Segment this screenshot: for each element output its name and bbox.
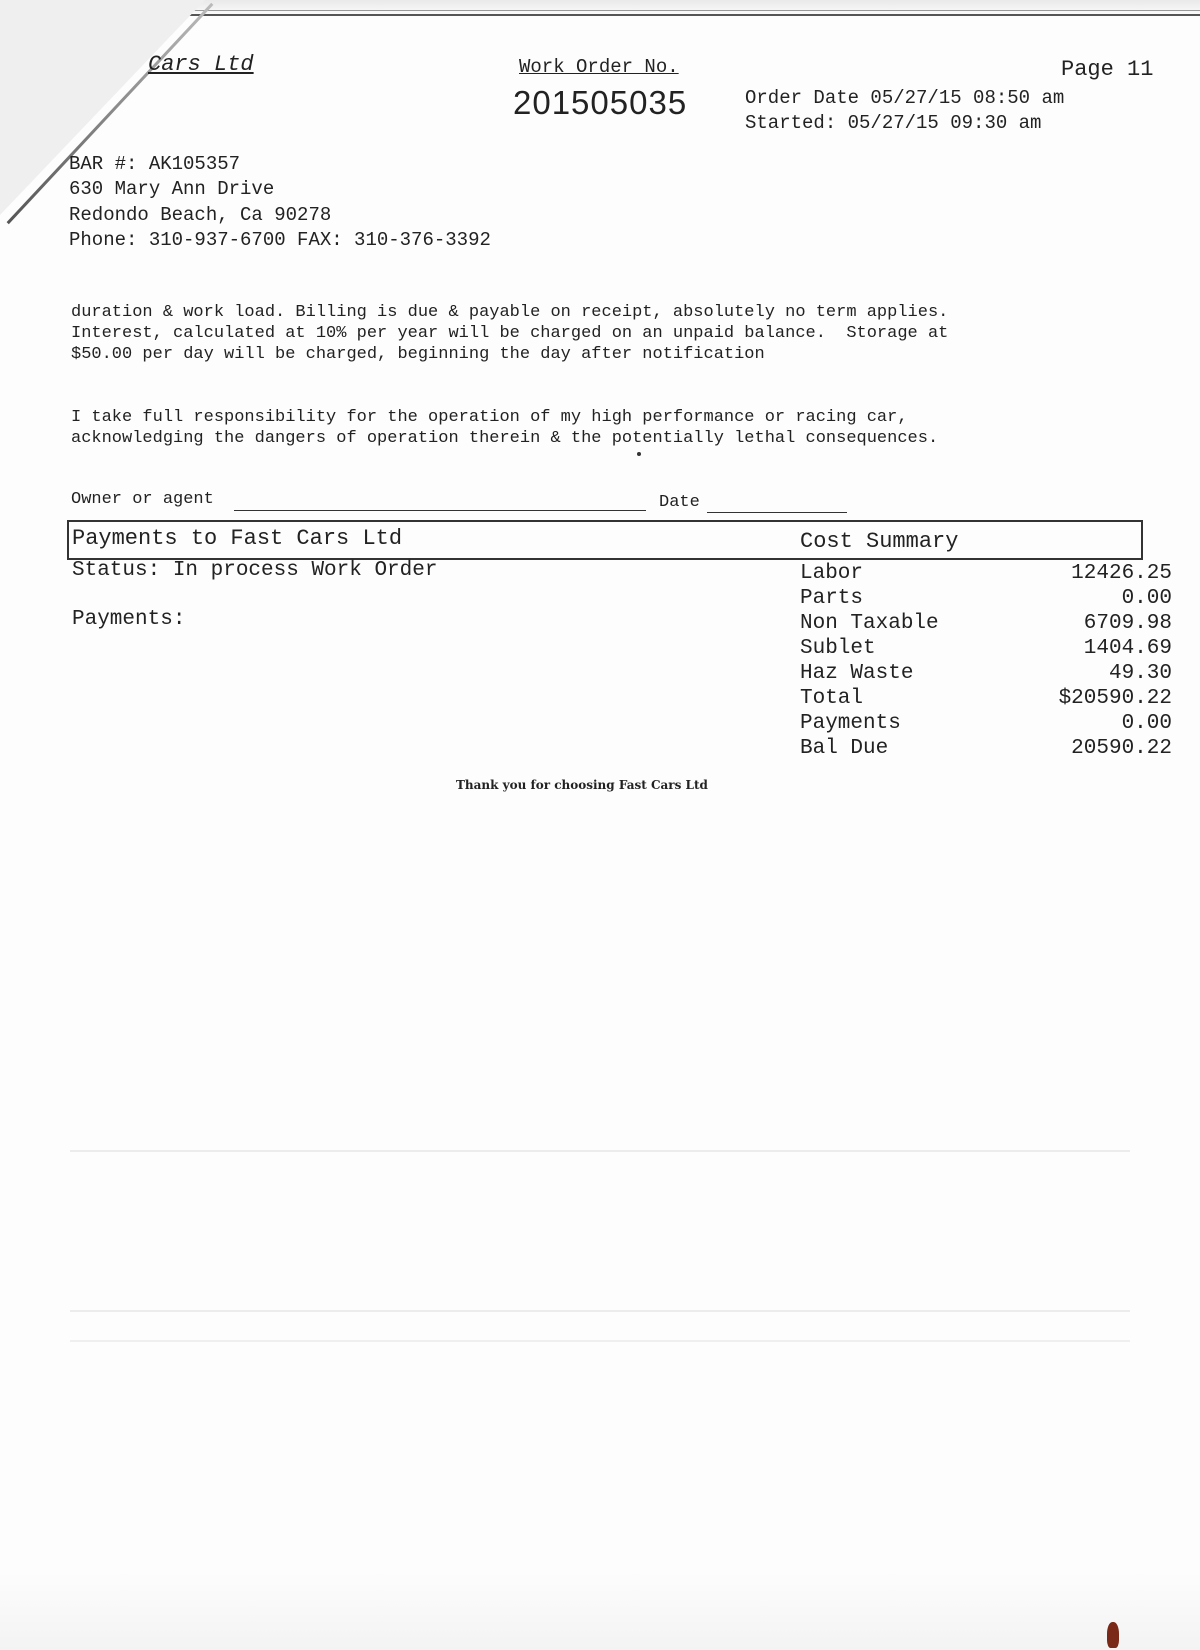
- scan-bottom-shade: [0, 1572, 1200, 1650]
- company-name-fragment: Cars Ltd: [148, 52, 254, 77]
- terms-line-3: $50.00 per day will be charged, beginning the day after notification: [71, 345, 765, 364]
- cost-value: 12426.25: [1071, 562, 1172, 585]
- work-order-number: 201505035: [513, 84, 688, 121]
- phone-fax: Phone: 310-937-6700 FAX: 310-376-3392: [69, 229, 491, 251]
- started-date: Started: 05/27/15 09:30 am: [745, 112, 1042, 134]
- cost-value: 49.30: [1108, 662, 1172, 685]
- payments-title: Payments to Fast Cars Ltd: [72, 526, 403, 551]
- cost-row-non-taxable: [800, 612, 1172, 635]
- page-number: Page 11: [1061, 57, 1154, 82]
- owner-signature-line[interactable]: [234, 510, 646, 511]
- cost-label: Haz Waste: [800, 662, 914, 685]
- order-date: Order Date 05/27/15 08:50 am: [745, 87, 1065, 109]
- cost-label: Payments: [800, 712, 901, 735]
- cost-row-haz-waste: [800, 662, 1172, 685]
- bar-number: BAR #: AK105357: [69, 153, 241, 175]
- cost-summary-title: Cost Summary: [800, 529, 959, 554]
- cost-label: Total: [800, 687, 864, 710]
- date-signature-line[interactable]: [707, 512, 847, 513]
- cost-label: Bal Due: [800, 737, 889, 760]
- work-order-status: Status: In process Work Order: [72, 559, 438, 582]
- responsibility-line-2: acknowledging the dangers of operation therein & the potentially lethal consequences.: [71, 429, 939, 448]
- paper-top-edge-line: [180, 10, 1200, 11]
- ink-dot: [637, 452, 641, 456]
- owner-agent-label: Owner or agent: [71, 490, 214, 509]
- cost-row-payments: [800, 712, 1172, 735]
- cost-label: Parts: [800, 587, 864, 610]
- cost-row-sublet: [800, 637, 1172, 660]
- ink-blot: [1107, 1622, 1119, 1648]
- date-label: Date: [659, 493, 700, 512]
- cost-row-bal-due: [800, 737, 1172, 760]
- payments-label: Payments:: [72, 608, 186, 631]
- address-line-2: Redondo Beach, Ca 90278: [69, 204, 332, 226]
- cost-label: Sublet: [800, 637, 876, 660]
- address-line-1: 630 Mary Ann Drive: [69, 178, 275, 200]
- thank-you-note: Thank you for choosing Fast Cars Ltd: [456, 778, 708, 792]
- terms-line-2: Interest, calculated at 10% per year will be charged on an unpaid balance. Storage at: [71, 324, 949, 343]
- cost-value: 0.00: [1121, 587, 1172, 610]
- cost-value: 6709.98: [1083, 612, 1172, 635]
- cost-row-parts: [800, 587, 1172, 610]
- bleed-through-line: [70, 1150, 1130, 1152]
- cost-value: 20590.22: [1071, 737, 1172, 760]
- responsibility-line-1: I take full responsibility for the operation of my high performance or racing car,: [71, 408, 908, 427]
- terms-line-1: duration & work load. Billing is due & payable on receipt, absolutely no term applies.: [71, 303, 949, 322]
- bleed-through-line: [70, 1310, 1130, 1312]
- cost-value: 1404.69: [1083, 637, 1172, 660]
- cost-row-labor: [800, 562, 1172, 585]
- cost-value: $20590.22: [1058, 687, 1172, 710]
- paper-top-edge: [180, 0, 1200, 16]
- cost-row-total: [800, 687, 1172, 710]
- bleed-through-line: [70, 1340, 1130, 1342]
- work-order-label: Work Order No.: [519, 56, 679, 78]
- cost-value: 0.00: [1121, 712, 1172, 735]
- cost-label: Labor: [800, 562, 864, 585]
- cost-label: Non Taxable: [800, 612, 939, 635]
